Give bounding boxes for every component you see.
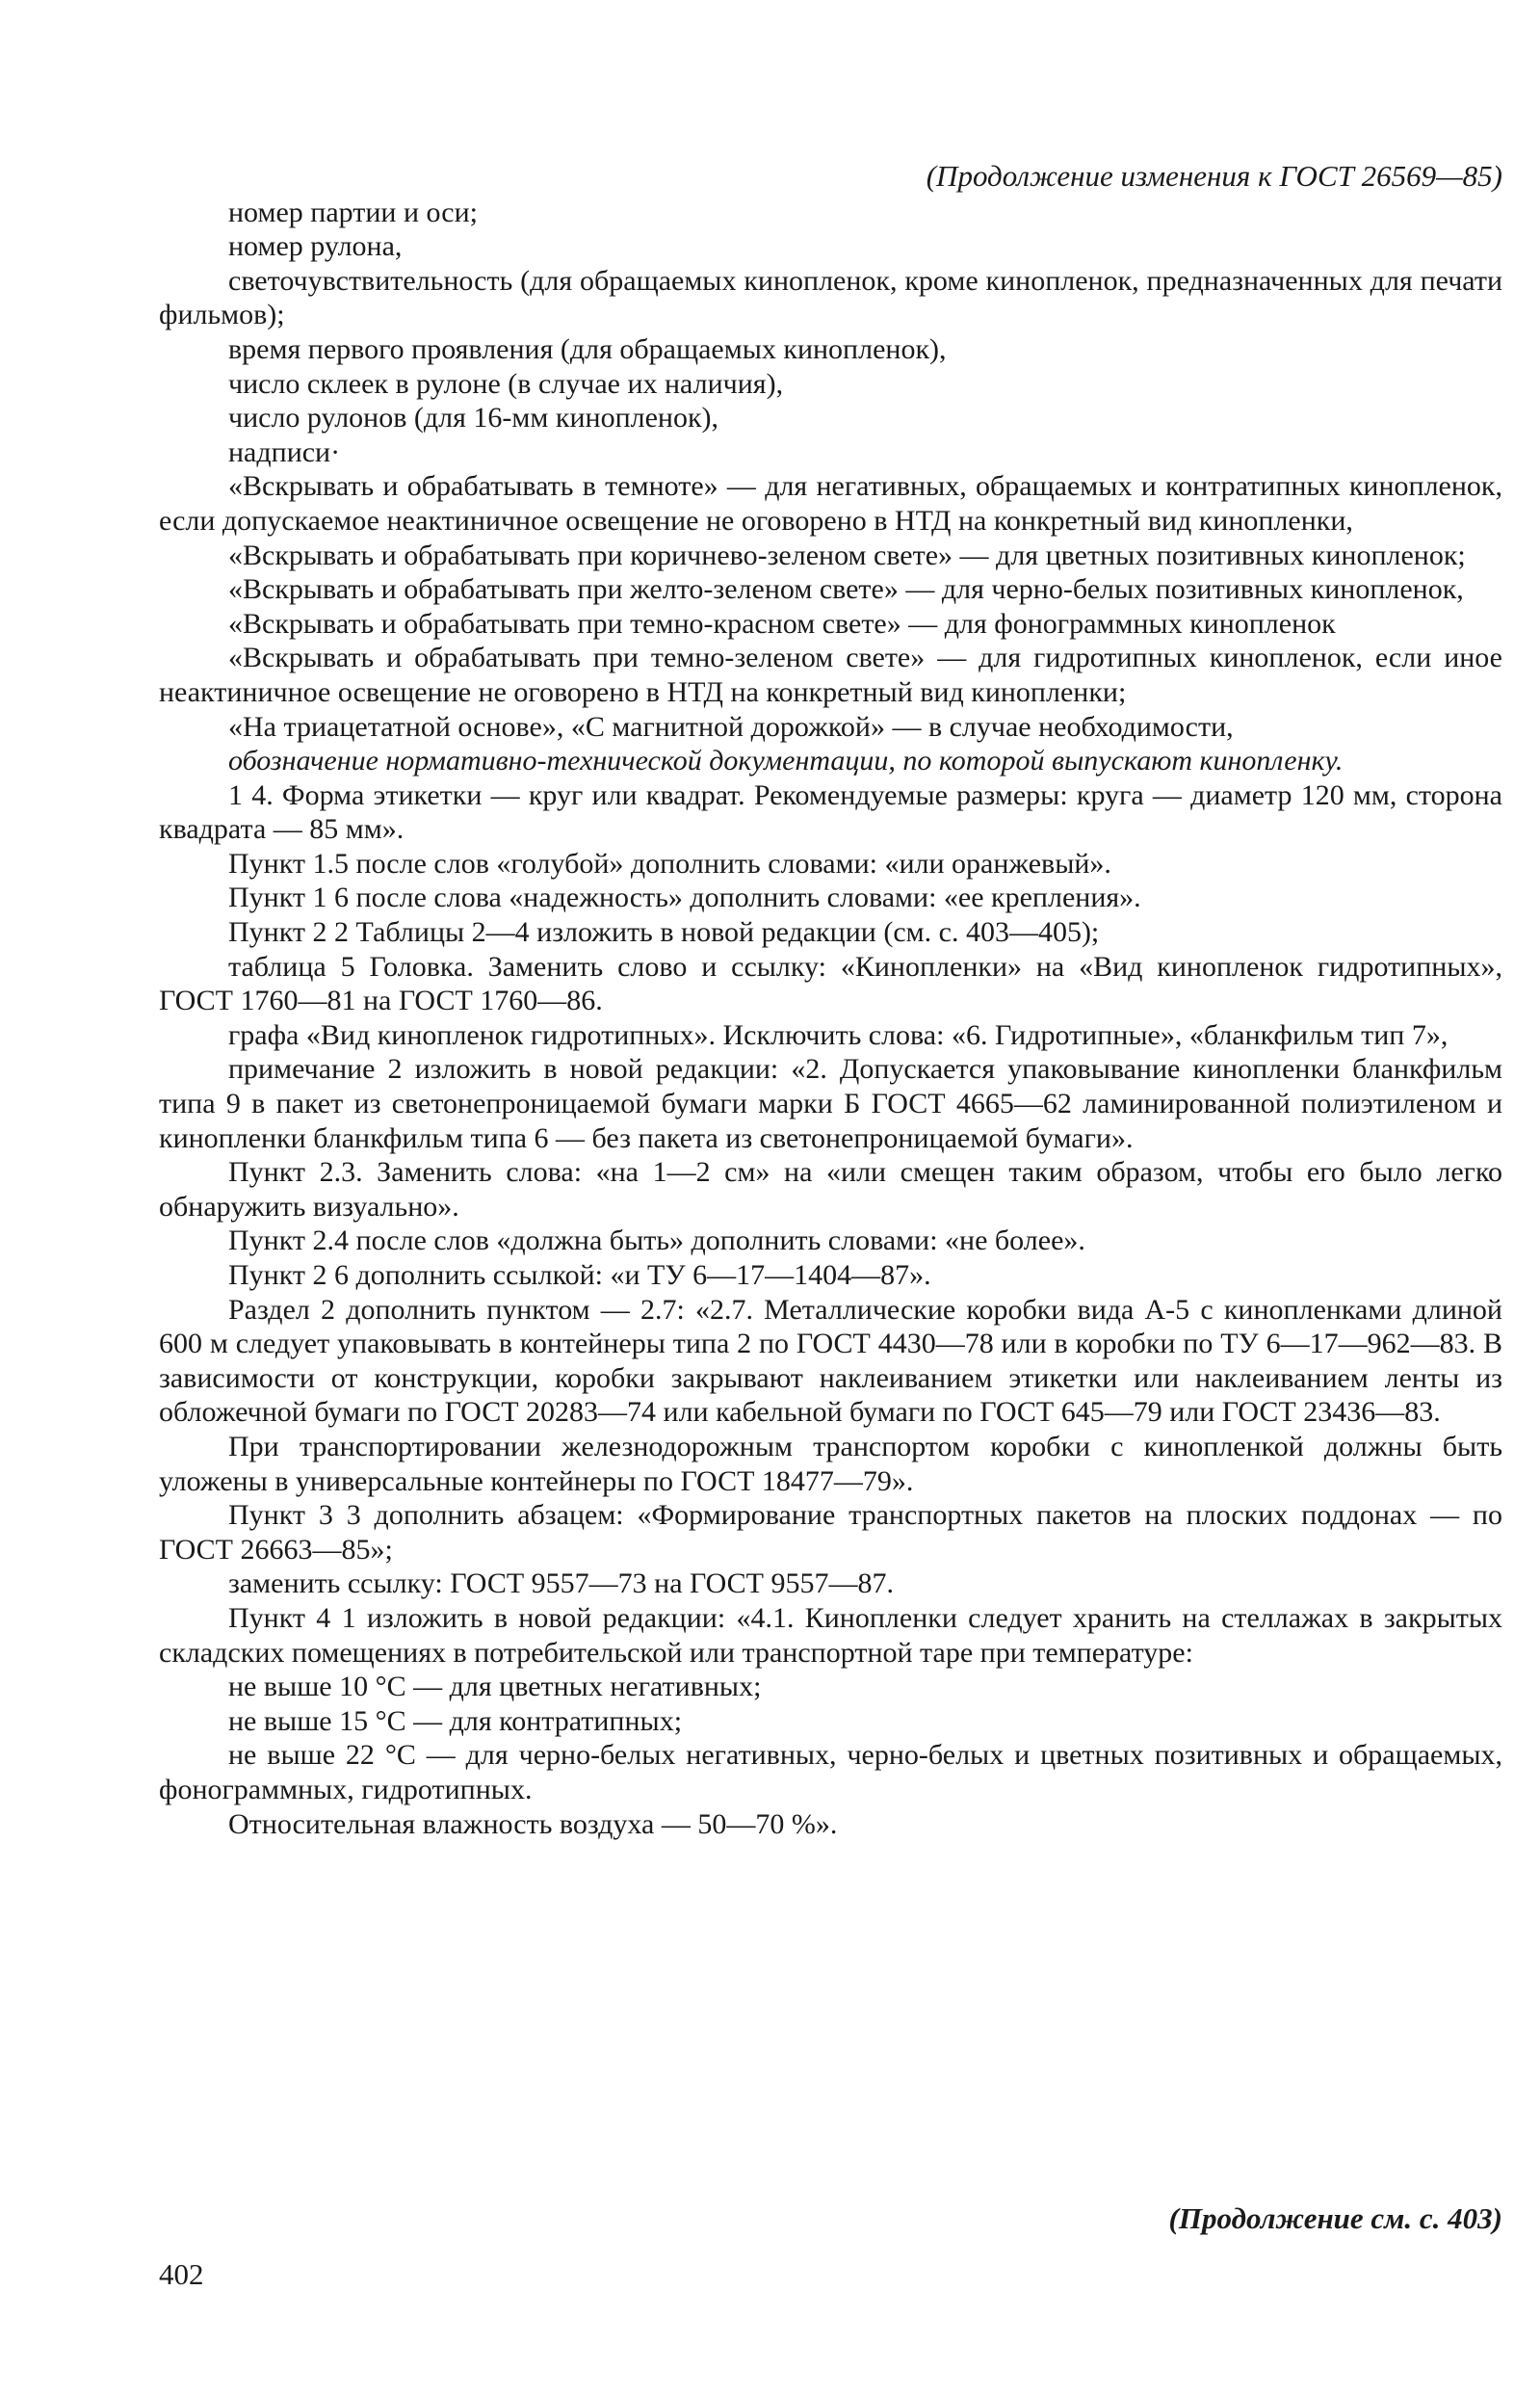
paragraph: надписи·: [228, 435, 341, 468]
paragraph: номер рулона,: [228, 230, 403, 263]
continuation-header: (Продолжение изменения к ГОСТ 26569—85): [926, 159, 1502, 193]
paragraph: таблица 5 Головка. Заменить слово и ссылку: «Кинопленки» на «Вид кинопленок гидротипных», ГОСТ 1760—81 на ГОСТ 1760—86.: [159, 950, 1502, 1017]
paragraph: Пункт 2.4 после слов «должна быть» дополнить словами: «не более».: [228, 1224, 1085, 1257]
paragraph: «Вскрывать и обрабатывать при темно-зеленом свете» — для гидротипных кинопленок, если иное неактиничное освещение не оговорено в НТД на конкретный вид кинопленки;: [159, 642, 1502, 708]
paragraph: графа «Вид кинопленок гидротипных». Исключить слова: «6. Гидротипные», «бланкфильм тип 7»,: [228, 1018, 1449, 1051]
paragraph: не выше 22 °С — для черно-белых негативных, черно-белых и цветных позитивных и обращаемых, фонограммных, гидротипных.: [159, 1739, 1502, 1805]
continuation-footer: (Продолжение см. с. 403): [1168, 2201, 1502, 2235]
paragraph: не выше 15 °С — для контратипных;: [228, 1704, 683, 1737]
paragraph: Пункт 4 1 изложить в новой редакции: «4.1. Кинопленки следует хранить на стеллажах в закрытых складских помещениях в потребительской или транспортной таре при температуре:: [159, 1601, 1502, 1669]
paragraph: «Вскрывать и обрабатывать в темноте» — для негативных, обращаемых и контратипных кинопленок, если допускаемое неактиничное освещение не оговорено в НТД на конкретный вид кинопленки,: [159, 470, 1502, 537]
paragraph: Пункт 2 2 Таблицы 2—4 изложить в новой редакции (см. с. 403—405);: [228, 916, 1100, 949]
paragraph: 1 4. Форма этикетки — круг или квадрат. Рекомендуемые размеры: круга — диаметр 120 мм, сторона квадрата — 85 мм».: [159, 778, 1502, 846]
paragraph: примечание 2 изложить в новой редакции: «2. Допускается упаковывание кинопленки бланкфильм типа 9 в пакет из светонепроницаемой бумаги марки Б ГОСТ 4665—62 ламинированной полиэтиленом и кинопленки бланкфильм типа 6 — без пакета из светонепроницаемой бумаги».: [159, 1053, 1502, 1154]
paragraph: «Вскрывать и обрабатывать при коричнево-зеленом свете» — для цветных позитивных кинопленок;: [228, 539, 1466, 571]
paragraph: обозначение нормативно-технической документации, по которой выпускают кинопленку.: [228, 745, 1344, 777]
paragraph: Относительная влажность воздуха — 50—70 %».: [228, 1807, 838, 1840]
paragraph: Пункт 1 6 после слова «надежность» дополнить словами: «ее крепления».: [228, 882, 1141, 914]
paragraph: При транспортировании железнодорожным транспортом коробки с кинопленкой должны быть уложены в универсальные контейнеры по ГОСТ 18477—79».: [159, 1430, 1502, 1497]
paragraph: «На триацетатной основе», «С магнитной дорожкой» — в случае необходимости,: [228, 710, 1234, 743]
paragraph: Пункт 2.3. Заменить слова: «на 1—2 см» на «или смещен таким образом, чтобы его было легко обнаружить визуально».: [159, 1156, 1502, 1223]
paragraph: светочувствительность (для обращаемых кинопленок, кроме кинопленок, предназначенных для печати фильмов);: [159, 264, 1502, 331]
paragraph: Пункт 3 3 дополнить абзацем: «Формирование транспортных пакетов на плоских поддонах — по ГОСТ 26663—85»;: [159, 1499, 1502, 1566]
paragraph: число склеек в рулоне (в случае их наличия),: [228, 367, 784, 400]
paragraph: Пункт 1.5 после слов «голубой» дополнить словами: «или оранжевый».: [228, 847, 1111, 880]
body-text: [159, 196, 1502, 1842]
paragraph: число рулонов (для 16-мм кинопленок),: [228, 402, 719, 434]
document-page: [159, 159, 1502, 2291]
paragraph: Раздел 2 дополнить пунктом — 2.7: «2.7. Металлические коробки вида А-5 с кинопленками длиной 600 м следует упаковывать в контейнеры типа 2 по ГОСТ 4430—78 или в коробки по ТУ 6—17—962—83. В зависимости от конструкции, коробки закрывают наклеиванием этикетки или наклеиванием ленты из обложечной бумаги по ГОСТ 20283—74 или кабельной бумаги по ГОСТ 645—79 или ГОСТ 23436—83.: [159, 1293, 1502, 1429]
paragraph: номер партии и оси;: [228, 196, 478, 228]
page-number: 402: [159, 2257, 204, 2291]
paragraph: «Вскрывать и обрабатывать при желто-зеленом свете» — для черно-белых позитивных кинопленок,: [228, 573, 1464, 606]
paragraph: «Вскрывать и обрабатывать при темно-красном свете» — для фонограммных кинопленок: [228, 607, 1336, 640]
paragraph: заменить ссылку: ГОСТ 9557—73 на ГОСТ 9557—87.: [228, 1567, 895, 1600]
paragraph: время первого проявления (для обращаемых кинопленок),: [228, 332, 947, 365]
paragraph: Пункт 2 6 дополнить ссылкой: «и ТУ 6—17—1404—87».: [228, 1259, 931, 1291]
paragraph: не выше 10 °С — для цветных негативных;: [228, 1671, 762, 1703]
